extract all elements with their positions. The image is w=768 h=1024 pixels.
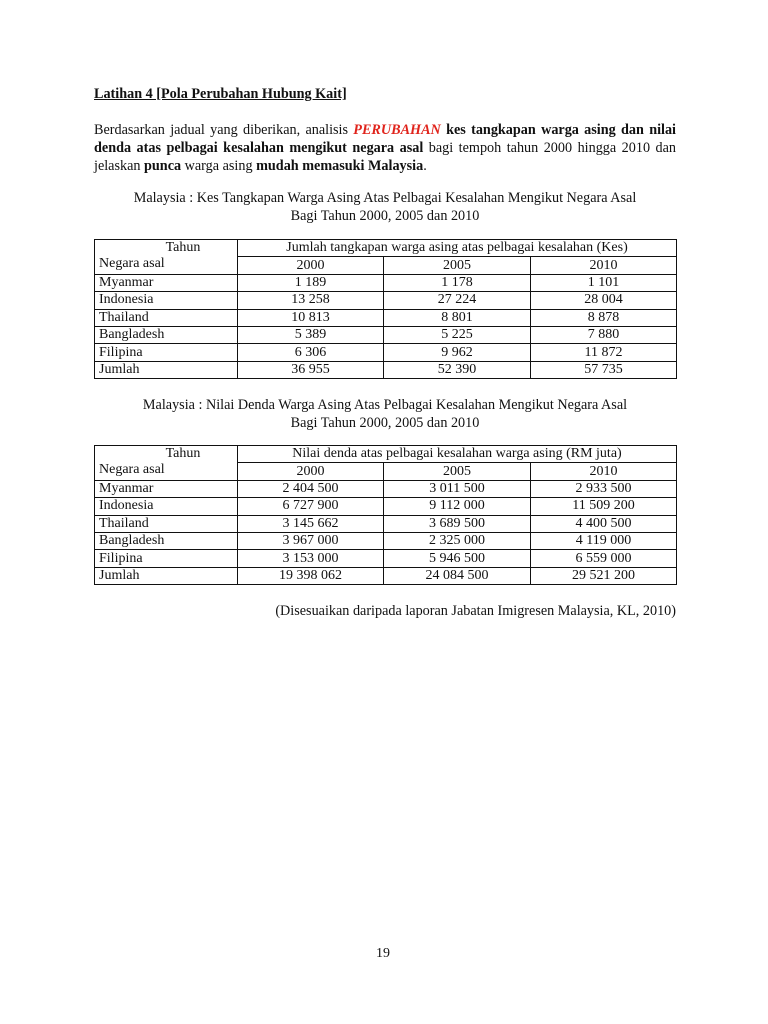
value-cell: 11 509 200 xyxy=(531,498,677,515)
country-cell: Bangladesh xyxy=(95,326,238,343)
table2-corner-year-label: Tahun xyxy=(165,446,201,461)
table-row-total xyxy=(95,567,677,584)
country-cell: Filipina xyxy=(95,344,238,361)
value-cell: 9 112 000 xyxy=(384,498,531,515)
value-cell: 3 011 500 xyxy=(384,480,531,497)
table1-caption-line1: Malaysia : Kes Tangkapan Warga Asing Atas Pelbagai Kesalahan Mengikut Negara Asal xyxy=(133,190,637,206)
exercise-heading: Latihan 4 [Pola Perubahan Hubung Kait] xyxy=(94,86,347,102)
total-value-cell: 52 390 xyxy=(384,361,531,378)
table-row xyxy=(95,532,677,549)
value-cell: 1 178 xyxy=(384,274,531,291)
instruction-text-4: warga asing xyxy=(181,158,257,174)
fines-table xyxy=(94,445,677,585)
value-cell: 5 946 500 xyxy=(384,550,531,567)
instruction-bold-1: kes tangkapan warga asing dan nilai denda atas pelbagai kesalahan mengikut negara asal xyxy=(94,122,676,156)
value-cell: 4 400 500 xyxy=(531,515,677,532)
table1-span-header: Jumlah tangkapan warga asing atas pelbagai kesalahan (Kes) xyxy=(238,240,677,257)
value-cell: 2 404 500 xyxy=(238,480,384,497)
page-number: 19 xyxy=(376,946,390,961)
table1-year-header: 2010 xyxy=(531,257,677,274)
instruction-text-1: Berdasarkan jadual yang diberikan, analisis xyxy=(94,122,354,138)
value-cell: 6 727 900 xyxy=(238,498,384,515)
table-row xyxy=(95,550,677,567)
table1-corner-year-label: Tahun xyxy=(165,240,201,255)
table1-caption xyxy=(94,189,676,225)
table-row-total xyxy=(95,361,677,378)
value-cell: 1 189 xyxy=(238,274,384,291)
table-row xyxy=(95,274,677,291)
value-cell: 11 872 xyxy=(531,344,677,361)
total-value-cell: 19 398 062 xyxy=(238,567,384,584)
value-cell: 9 962 xyxy=(384,344,531,361)
country-cell: Myanmar xyxy=(95,480,238,497)
value-cell: 2 933 500 xyxy=(531,480,677,497)
instruction-paragraph xyxy=(94,121,676,175)
table2-span-header: Nilai denda atas pelbagai kesalahan warga asing (RM juta) xyxy=(238,446,677,463)
value-cell: 3 967 000 xyxy=(238,532,384,549)
value-cell: 8 878 xyxy=(531,309,677,326)
country-cell: Myanmar xyxy=(95,274,238,291)
total-value-cell: 29 521 200 xyxy=(531,567,677,584)
total-value-cell: 24 084 500 xyxy=(384,567,531,584)
value-cell: 1 101 xyxy=(531,274,677,291)
table-row xyxy=(95,515,677,532)
arrests-table xyxy=(94,239,677,379)
total-label-cell: Jumlah xyxy=(95,567,238,584)
table2-year-header: 2010 xyxy=(531,463,677,480)
table2-caption xyxy=(94,396,676,432)
table2-corner-country-label: Negara asal xyxy=(99,462,165,477)
table-row xyxy=(95,309,677,326)
instruction-emphasis: PERUBAHAN xyxy=(353,122,441,138)
value-cell: 5 389 xyxy=(238,326,384,343)
value-cell: 4 119 000 xyxy=(531,532,677,549)
instruction-text-5: . xyxy=(423,158,427,174)
table1-year-header: 2000 xyxy=(238,257,384,274)
country-cell: Indonesia xyxy=(95,292,238,309)
value-cell: 13 258 xyxy=(238,292,384,309)
instruction-text-3: bagi tempoh tahun 2000 hingga 2010 dan jelaskan xyxy=(94,140,676,174)
table1-caption-line2: Bagi Tahun 2000, 2005 dan 2010 xyxy=(290,208,480,224)
table1-year-header: 2005 xyxy=(384,257,531,274)
country-cell: Bangladesh xyxy=(95,532,238,549)
source-note: (Disesuaikan daripada laporan Jabatan Imigresen Malaysia, KL, 2010) xyxy=(275,603,676,619)
country-cell: Thailand xyxy=(95,515,238,532)
total-value-cell: 36 955 xyxy=(238,361,384,378)
country-cell: Filipina xyxy=(95,550,238,567)
value-cell: 2 325 000 xyxy=(384,532,531,549)
value-cell: 8 801 xyxy=(384,309,531,326)
table1-corner-country-label: Negara asal xyxy=(99,256,165,271)
table-row xyxy=(95,292,677,309)
total-label-cell: Jumlah xyxy=(95,361,238,378)
value-cell: 6 559 000 xyxy=(531,550,677,567)
value-cell: 3 689 500 xyxy=(384,515,531,532)
table2-year-header: 2005 xyxy=(384,463,531,480)
value-cell: 3 153 000 xyxy=(238,550,384,567)
value-cell: 6 306 xyxy=(238,344,384,361)
instruction-bold-2: punca xyxy=(144,158,182,174)
value-cell: 7 880 xyxy=(531,326,677,343)
table2-corner-cell xyxy=(95,446,238,481)
country-cell: Indonesia xyxy=(95,498,238,515)
table-row xyxy=(95,344,677,361)
table2-caption-line1: Malaysia : Nilai Denda Warga Asing Atas Pelbagai Kesalahan Mengikut Negara Asal xyxy=(142,397,628,413)
value-cell: 28 004 xyxy=(531,292,677,309)
value-cell: 5 225 xyxy=(384,326,531,343)
country-cell: Thailand xyxy=(95,309,238,326)
table2-year-header: 2000 xyxy=(238,463,384,480)
value-cell: 3 145 662 xyxy=(238,515,384,532)
table-row xyxy=(95,326,677,343)
table2-caption-line2: Bagi Tahun 2000, 2005 dan 2010 xyxy=(290,415,480,431)
value-cell: 27 224 xyxy=(384,292,531,309)
table1-corner-cell xyxy=(95,240,238,275)
value-cell: 10 813 xyxy=(238,309,384,326)
table-row xyxy=(95,498,677,515)
table-row xyxy=(95,480,677,497)
instruction-bold-3: mudah memasuki Malaysia xyxy=(256,158,424,174)
total-value-cell: 57 735 xyxy=(531,361,677,378)
